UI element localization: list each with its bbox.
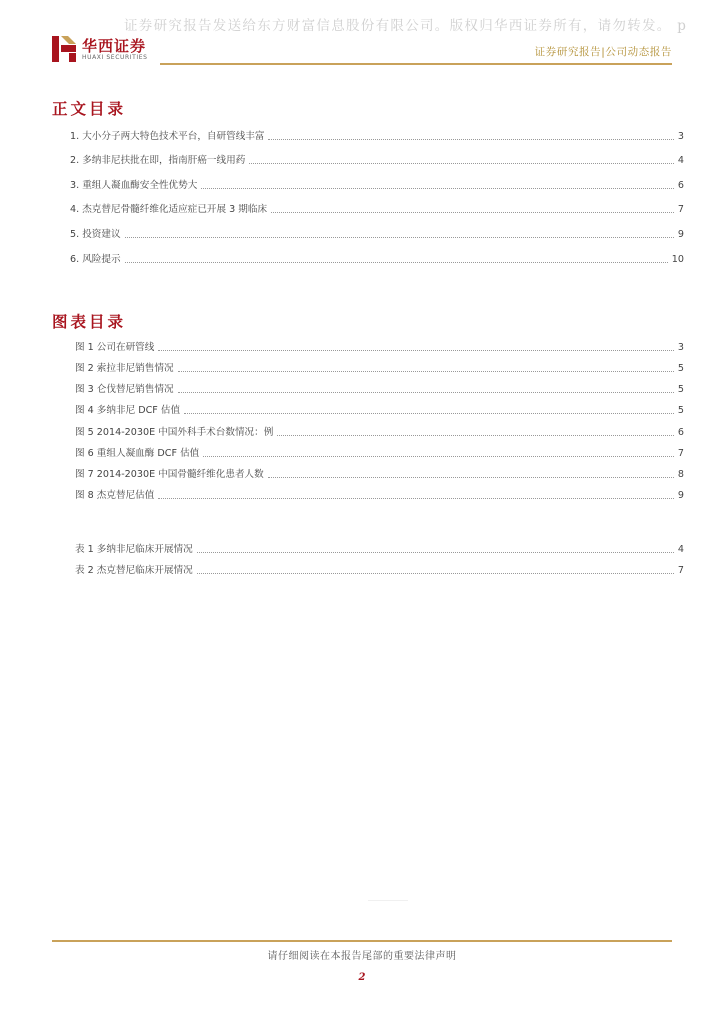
logo-chinese-name: 华西证券 [82,37,147,55]
leader-dots [268,477,674,478]
legal-notice: 请仔细阅读在本报告尾部的重要法律声明 [267,951,457,962]
figure-entry-label: 图 3 仑伐替尼销售情况 [75,384,174,395]
report-type-label: 证券研究报告|公司动态报告 [534,46,672,58]
figure-entry[interactable] [75,489,684,502]
figure-entry-page: 5 [677,384,684,395]
toc-entry-label: 4. 杰克替尼骨髓纤维化适应症已开展 3 期临床 [70,204,268,215]
huaxi-logo-icon [52,36,76,62]
figure-entry-page: 8 [677,469,684,480]
toc-entry-label: 2. 多纳非尼扶批在即，指南肝癌一线用药 [70,155,246,166]
table-entry-page: 4 [677,544,684,555]
toc-entry[interactable] [70,253,684,266]
faint-divider [368,900,408,901]
table-entry-label: 表 1 多纳非尼临床开展情况 [75,544,193,555]
leader-dots [201,188,674,189]
leader-dots [158,350,674,351]
figure-entry-page: 5 [677,405,684,416]
figure-entry[interactable] [75,362,684,375]
leader-dots [125,237,674,238]
toc-entry[interactable] [70,228,684,241]
figure-entry-page: 3 [677,342,684,353]
toc-entry-label: 3. 重组人凝血酶安全性优势大 [70,180,198,191]
figure-entry-label: 图 8 杰克替尼估值 [75,490,155,501]
toc-entry-label: 1. 大小分子两大特色技术平台，自研管线丰富 [70,131,265,142]
figure-entry-page: 6 [677,427,684,438]
header-divider [160,63,672,65]
toc-entry-page: 4 [677,155,684,166]
toc-entry-page: 3 [677,131,684,142]
toc-title: 正文目录 [52,99,127,118]
toc-entry-page: 6 [677,180,684,191]
toc-entry-label: 6. 风险提示 [70,254,121,265]
leader-dots [197,552,674,553]
toc-entry[interactable] [70,179,684,192]
toc-entry[interactable] [70,154,684,167]
toc-entry-page: 9 [677,229,684,240]
figure-entry[interactable] [75,468,684,481]
figure-entry-label: 图 4 多纳非尼 DCF 估值 [75,405,181,416]
leader-dots [178,371,674,372]
figures-title: 图表目录 [52,312,127,331]
leader-dots [271,212,674,213]
figure-entry-page: 5 [677,363,684,374]
figure-entry-label: 图 5 2014-2030E 中国外科手术台数情况：例 [75,427,274,438]
table-entry[interactable] [75,564,684,577]
figure-entry-label: 图 2 索拉非尼销售情况 [75,363,174,374]
leader-dots [125,262,668,263]
figure-entry-page: 9 [677,490,684,501]
table-entry[interactable] [75,543,684,556]
page-number: 2 [358,972,366,983]
leader-dots [249,163,674,164]
toc-entry-page: 7 [677,204,684,215]
footer-divider [52,940,672,942]
figure-entry[interactable] [75,383,684,396]
leader-dots [268,139,673,140]
logo-english-name: HUAXI SECURITIES [82,54,148,61]
figure-entry[interactable] [75,341,684,354]
toc-entry-label: 5. 投资建议 [70,229,121,240]
figure-entry-label: 图 7 2014-2030E 中国骨髓纤维化患者人数 [75,469,264,480]
figure-entry-page: 7 [677,448,684,459]
figure-entry[interactable] [75,426,684,439]
figure-entry-label: 图 1 公司在研管线 [75,342,155,353]
leader-dots [184,413,674,414]
toc-entry[interactable] [70,130,684,143]
figure-entry-label: 图 6 重组人凝血酶 DCF 估值 [75,448,200,459]
leader-dots [178,392,674,393]
figure-entry[interactable] [75,447,684,460]
table-entry-page: 7 [677,565,684,576]
leader-dots [158,498,674,499]
watermark-text: 证券研究报告发送给东方财富信息股份有限公司。版权归华西证券所有，请勿转发。 p [124,18,688,34]
leader-dots [197,573,674,574]
leader-dots [203,456,674,457]
toc-entry-page: 10 [671,254,684,265]
table-entry-label: 表 2 杰克替尼临床开展情况 [75,565,193,576]
figure-entry[interactable] [75,404,684,417]
leader-dots [277,435,674,436]
toc-entry[interactable] [70,203,684,216]
